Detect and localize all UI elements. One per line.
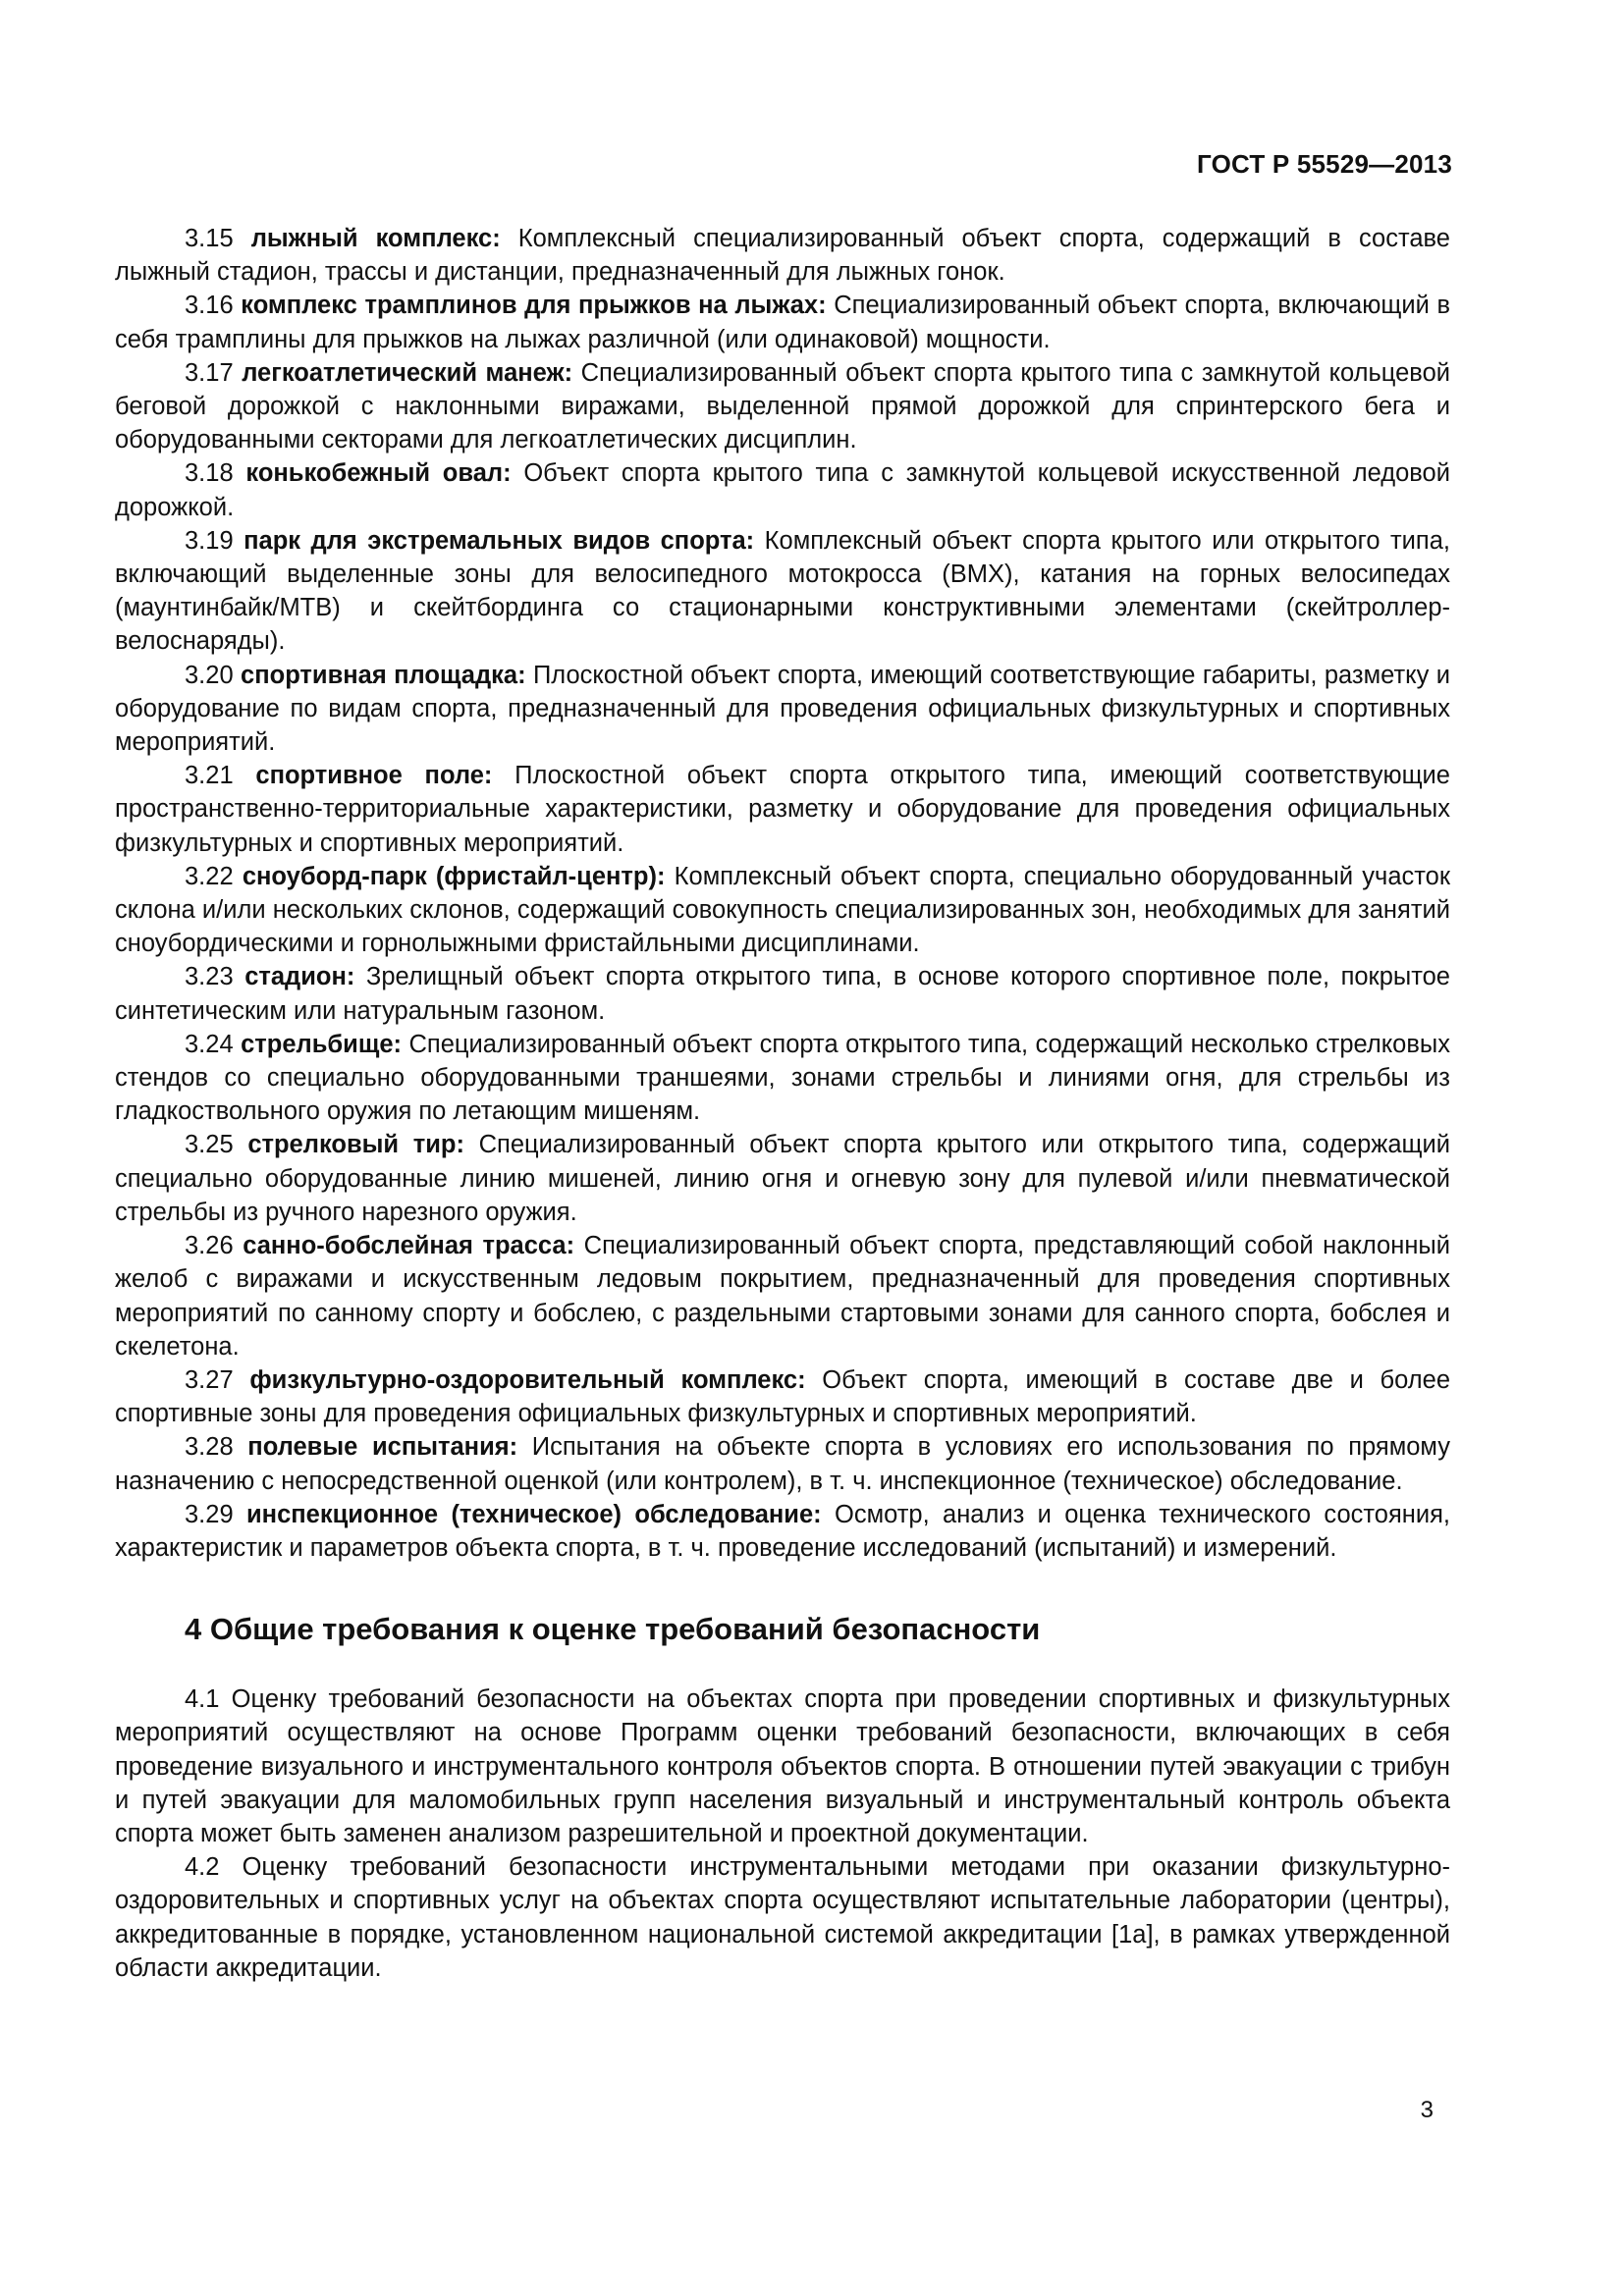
- paragraph-4-2: 4.2 Оценку требований безопасности инструментальными методами при оказании физкультурно-оздоровительных и спортивных услуг на объектах спорта осуществляют испытательные лаборатории (центры), аккредитованные в порядке, установленном национальной системой аккредитации [1а], в рамках утвержденной области аккредитации.: [115, 1853, 1450, 1982]
- definition-3-23: 3.23 стадион: Зрелищный объект спорта открытого типа, в основе которого спортивное поле, покрытое синтетическим или натуральным газоном.: [115, 963, 1450, 1025]
- definition-3-17: 3.17 легкоатлетический манеж: Специализированный объект спорта крытого типа с замкнутой кольцевой беговой дорожкой с наклонными виражами, выделенной прямой дорожкой для спринтерского бега и оборудованными секторами для легкоатлетических дисциплин.: [115, 358, 1450, 454]
- definition-3-16: 3.16 комплекс трамплинов для прыжков на лыжах: Специализированный объект спорта, включающий в себя трамплины для прыжков на лыжах различной (или одинаковой) мощности.: [115, 292, 1450, 353]
- definition-3-26: 3.26 санно-бобслейная трасса: Специализированный объект спорта, представляющий собой наклонный желоб с виражами и искусственным ледовым покрытием, предназначенный для проведения спортивных мероприятий по санному спорту и бобслею, с раздельными стартовыми зонами для санного спорта, бобслея и скелетона.: [115, 1232, 1450, 1361]
- definition-3-28: 3.28 полевые испытания: Испытания на объекте спорта в условиях его использования по прямому назначению с непосредственной оценкой (или контролем), в т. ч. инспекционное (техническое) обследование.: [115, 1433, 1450, 1495]
- definition-3-21: 3.21 спортивное поле: Плоскостной объект спорта открытого типа, имеющий соответствующие пространственно-территориальные характеристики, разметку и оборудование для проведения официальных физкультурных и спортивных мероприятий.: [115, 762, 1450, 857]
- term: конькобежный овал:: [245, 459, 512, 488]
- term: стрельбище:: [241, 1030, 403, 1058]
- term: спортивная площадка:: [241, 661, 526, 689]
- definition-3-24: 3.24 стрельбище: Специализированный объект спорта открытого типа, содержащий несколько стрелковых стендов со специально оборудованными траншеями, зонами стрельбы и линиями огня, для стрельбы из гладкоствольного оружия по летающим мишеням.: [115, 1030, 1450, 1126]
- definition-3-29: 3.29 инспекционное (техническое) обследование: Осмотр, анализ и оценка технического состояния, характеристик и параметров объекта спорта, в т. ч. проведение исследований (испытаний) и измерений.: [115, 1500, 1450, 1562]
- term: стадион:: [244, 963, 355, 991]
- definition-3-25: 3.25 стрелковый тир: Специализированный объект спорта крытого или открытого типа, содержащий специально оборудованные линию мишеней, линию огня и огневую зону для пулевой и/или пневматической стрельбы из ручного нарезного оружия.: [115, 1131, 1450, 1226]
- term: санно-бобслейная трасса:: [243, 1232, 575, 1260]
- term: инспекционное (техническое) обследование:: [246, 1500, 822, 1528]
- definition-3-15: 3.15 лыжный комплекс: Комплексный специализированный объект спорта, содержащий в составе лыжный стадион, трассы и дистанции, предназначенный для лыжных гонок.: [115, 225, 1450, 287]
- document-body: [115, 222, 1450, 1985]
- term: сноуборд-парк (фристайл-центр):: [242, 862, 666, 890]
- term: парк для экстремальных видов спорта:: [244, 526, 755, 555]
- term: спортивное поле:: [255, 762, 493, 790]
- definition-3-27: 3.27 физкультурно-оздоровительный комплекс: Объект спорта, имеющий в составе две и более спортивные зоны для проведения официальных физкультурных и спортивных мероприятий.: [115, 1365, 1450, 1428]
- term: физкультурно-оздоровительный комплекс:: [249, 1365, 806, 1394]
- term: полевые испытания:: [247, 1433, 518, 1462]
- page-number: 3: [1420, 2097, 1434, 2123]
- section-4-title: 4 Общие требования к оценке требований безопасности: [185, 1612, 1041, 1647]
- paragraph-4-1: 4.1 Оценку требований безопасности на объектах спорта при проведении спортивных и физкультурных мероприятий осуществляют на основе Программ оценки требований безопасности, включающих в себя проведение визуального и инструментального контроля объектов спорта. В отношении путей эвакуации с трибун и путей эвакуации для маломобильных групп населения визуальный и инструментальный контроль объекта спорта может быть заменен анализом разрешительной и проектной документации.: [115, 1685, 1450, 1847]
- definition-3-22: 3.22 сноуборд-парк (фристайл-центр): Комплексный объект спорта, специально оборудованный участок склона и/или нескольких склонов, содержащий совокупность специализированных зон, необходимых для занятий сноубордическими и горнолыжными фристайльными дисциплинами.: [115, 862, 1450, 958]
- standard-number: ГОСТ Р 55529—2013: [1197, 149, 1452, 179]
- definition-3-18: 3.18 конькобежный овал: Объект спорта крытого типа с замкнутой кольцевой искусственной ледовой дорожкой.: [115, 459, 1450, 521]
- term: комплекс трамплинов для прыжков на лыжах:: [241, 292, 827, 320]
- definition-3-20: 3.20 спортивная площадка: Плоскостной объект спорта, имеющий соответствующие габариты, разметку и оборудование по видам спорта, предназначенный для проведения официальных физкультурных и спортивных мероприятий.: [115, 661, 1450, 757]
- term: легкоатлетический манеж:: [242, 358, 573, 387]
- term: стрелковый тир:: [247, 1131, 464, 1159]
- term: лыжный комплекс:: [250, 225, 501, 252]
- definition-3-19: 3.19 парк для экстремальных видов спорта: Комплексный объект спорта крытого или открытого типа, включающий выделенные зоны для велосипедного мотокросса (BMX), катания на горных велосипедах (маунтинбайк/MTB) и скейтбординга со стационарными конструктивными элементами (скейтроллер-велоснаряды).: [115, 526, 1450, 656]
